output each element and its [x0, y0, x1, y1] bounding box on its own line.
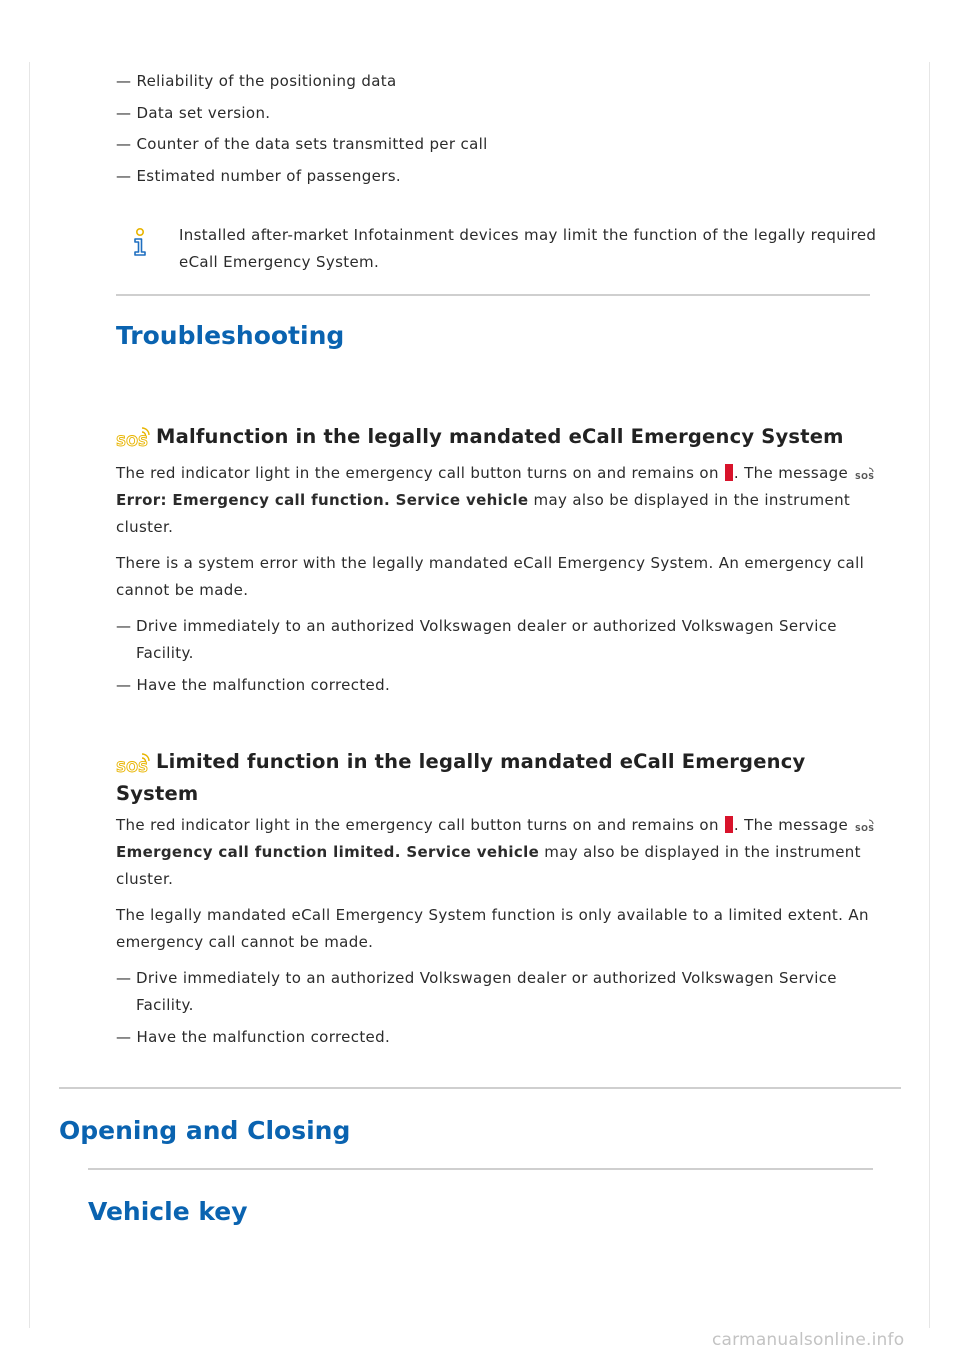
limited-paragraph: The red indicator light in the emergency call button turns on and remains on . The message SOS [116, 816, 875, 834]
limited-heading-cont: System [116, 782, 199, 805]
list-item: — [116, 617, 132, 635]
malfunction-heading: Malfunction in the legally mandated eCall Emergency System [156, 425, 844, 448]
step-text: Facility. [136, 996, 194, 1014]
list-item: — Data set version. [116, 104, 271, 122]
watermark: carmanualsonline.info [712, 1330, 905, 1350]
troubleshooting-title: Troubleshooting [116, 321, 345, 350]
list-item: — Estimated number of passengers. [116, 167, 401, 185]
sos-icon [855, 817, 875, 832]
malfunction-cause-line2: cannot be made. [116, 581, 249, 599]
red-indicator-icon [725, 464, 733, 481]
svg-text:SOS: SOS [116, 760, 149, 774]
page-margin-right [929, 62, 930, 1328]
malfunction-paragraph-end: cluster. [116, 518, 174, 536]
malfunction-cause-line1: There is a system error with the legally mandated eCall Emergency System. An emergency call [116, 554, 865, 572]
svg-text:SOS: SOS [855, 824, 875, 832]
svg-text:SOS: SOS [116, 434, 149, 448]
chapter-divider [59, 1087, 901, 1089]
sos-icon [116, 750, 152, 774]
step-text: Drive immediately to an authorized Volkswagen dealer or authorized Volkswagen Service [136, 969, 837, 987]
sos-icon [855, 465, 875, 480]
limited-cause-line1: The legally mandated eCall Emergency System function is only available to a limited extent. An [116, 906, 869, 924]
limited-paragraph-end: cluster. [116, 870, 174, 888]
info-icon [130, 227, 150, 257]
svg-text:SOS: SOS [855, 472, 875, 480]
step-text: Drive immediately to an authorized Volkswagen dealer or authorized Volkswagen Service [136, 617, 837, 635]
error-message: Error: Emergency call function. Service vehicle [116, 491, 529, 509]
info-note-line2: eCall Emergency System. [179, 253, 380, 271]
list-item: — Reliability of the positioning data [116, 72, 397, 90]
sos-icon [116, 424, 152, 448]
vehicle-key-title: Vehicle key [88, 1197, 248, 1226]
page-margin-left [29, 62, 30, 1328]
error-message: Emergency call function limited. Service vehicle [116, 843, 540, 861]
red-indicator-icon [725, 816, 733, 833]
limited-heading: Limited function in the legally mandated eCall Emergency [156, 750, 806, 773]
list-item: — Counter of the data sets transmitted per call [116, 135, 488, 153]
section-divider [116, 294, 870, 296]
malfunction-paragraph-cont: Error: Emergency call function. Service vehicle may also be displayed in the instrument [116, 491, 851, 509]
limited-cause-line2: emergency call cannot be made. [116, 933, 374, 951]
step-text: Facility. [136, 644, 194, 662]
limited-paragraph-cont: Emergency call function limited. Service vehicle may also be displayed in the instrument [116, 843, 861, 861]
list-item: — [116, 969, 132, 987]
info-note-line1: Installed after-market Infotainment devices may limit the function of the legally required [179, 226, 877, 244]
list-item: — Have the malfunction corrected. [116, 676, 391, 694]
list-item: — Have the malfunction corrected. [116, 1028, 391, 1046]
chapter-title: Opening and Closing [59, 1116, 351, 1145]
malfunction-paragraph: The red indicator light in the emergency call button turns on and remains on . The message SOS [116, 464, 875, 482]
section-divider [88, 1168, 873, 1170]
